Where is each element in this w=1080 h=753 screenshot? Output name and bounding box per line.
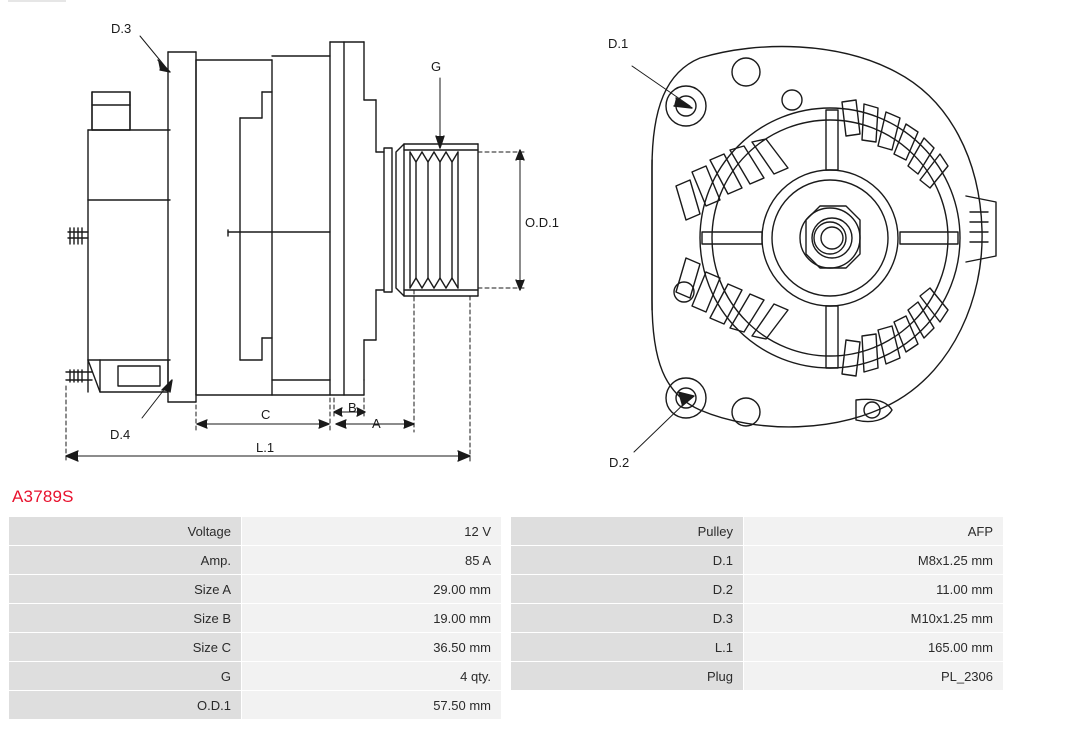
label-d1: D.1 bbox=[608, 36, 629, 51]
label-d3: D.3 bbox=[111, 21, 132, 36]
spec-label: D.2 bbox=[511, 575, 744, 604]
table-row bbox=[511, 604, 1004, 633]
spec-value: 12 V bbox=[242, 517, 502, 546]
table-row bbox=[9, 633, 502, 662]
label-c: C bbox=[261, 407, 271, 422]
table-row bbox=[9, 517, 502, 546]
spec-label: D.3 bbox=[511, 604, 744, 633]
spec-value: 165.00 mm bbox=[744, 633, 1004, 662]
spec-value: 29.00 mm bbox=[242, 575, 502, 604]
spec-value: 85 A bbox=[242, 546, 502, 575]
spec-label: L.1 bbox=[511, 633, 744, 662]
spec-value: M10x1.25 mm bbox=[744, 604, 1004, 633]
spec-value: 11.00 mm bbox=[744, 575, 1004, 604]
spec-label: Amp. bbox=[9, 546, 242, 575]
spec-value: M8x1.25 mm bbox=[744, 546, 1004, 575]
table-row bbox=[511, 546, 1004, 575]
spec-value: 19.00 mm bbox=[242, 604, 502, 633]
spec-label: Plug bbox=[511, 662, 744, 691]
spec-empty-cell bbox=[744, 691, 1004, 720]
table-row bbox=[9, 546, 502, 575]
spec-label: D.1 bbox=[511, 546, 744, 575]
spec-label: Size C bbox=[9, 633, 242, 662]
table-row bbox=[9, 604, 502, 633]
part-number: A3789S bbox=[12, 487, 74, 506]
spec-value: 57.50 mm bbox=[242, 691, 502, 720]
label-l1: L.1 bbox=[256, 440, 275, 455]
label-g: G bbox=[431, 59, 442, 74]
label-d4: D.4 bbox=[110, 427, 131, 442]
label-od1: O.D.1 bbox=[525, 215, 559, 230]
table-row bbox=[511, 633, 1004, 662]
specification-tables bbox=[8, 516, 1072, 720]
spec-label: Pulley bbox=[511, 517, 744, 546]
spec-value: AFP bbox=[744, 517, 1004, 546]
table-row bbox=[9, 691, 502, 720]
spec-label: Size A bbox=[9, 575, 242, 604]
table-row bbox=[511, 662, 1004, 691]
label-b: B bbox=[348, 400, 357, 415]
spec-table-right bbox=[510, 516, 1004, 720]
spec-label: O.D.1 bbox=[9, 691, 242, 720]
table-row bbox=[9, 662, 502, 691]
table-row-empty bbox=[511, 691, 1004, 720]
spec-value: PL_2306 bbox=[744, 662, 1004, 691]
spec-table-left bbox=[8, 516, 502, 720]
table-row bbox=[511, 517, 1004, 546]
spec-value: 36.50 mm bbox=[242, 633, 502, 662]
label-a: A bbox=[372, 416, 381, 431]
table-row bbox=[511, 575, 1004, 604]
spec-label: G bbox=[9, 662, 242, 691]
label-d2: D.2 bbox=[609, 455, 630, 470]
spec-label: Voltage bbox=[9, 517, 242, 546]
spec-empty-cell bbox=[511, 691, 744, 720]
table-row bbox=[9, 575, 502, 604]
spec-label: Size B bbox=[9, 604, 242, 633]
spec-value: 4 qty. bbox=[242, 662, 502, 691]
